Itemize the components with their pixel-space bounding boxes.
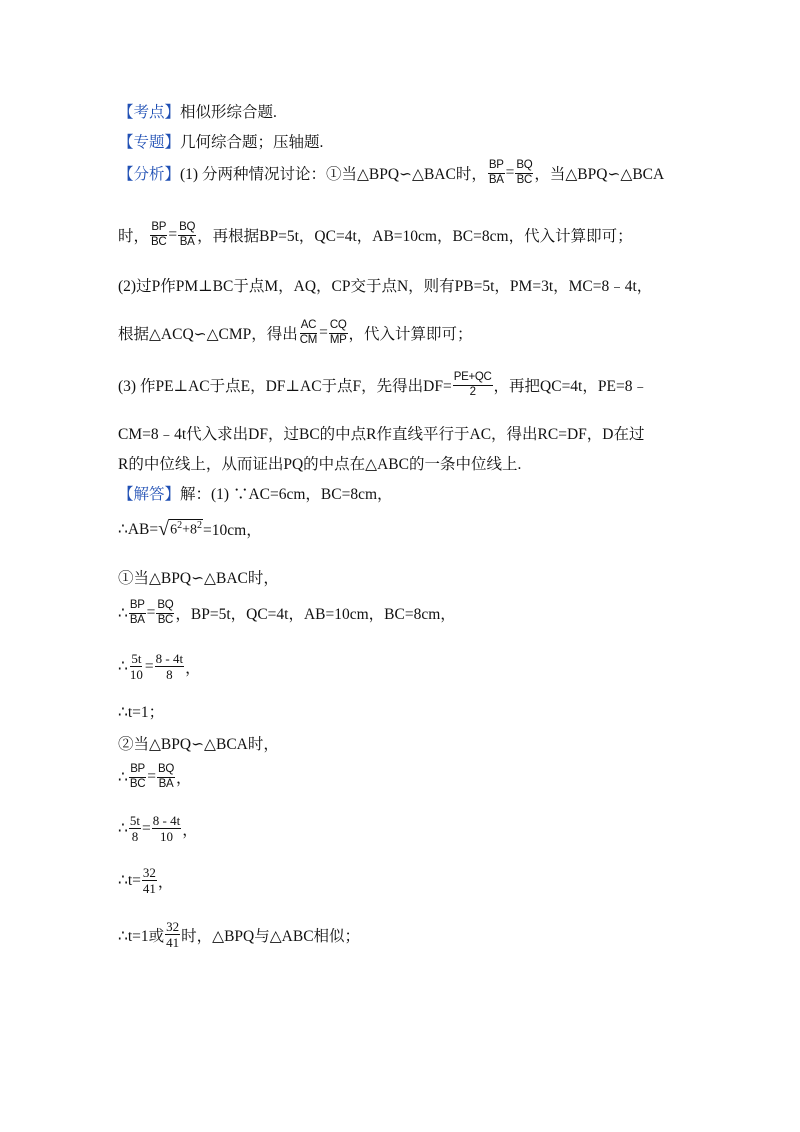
line-fenxi-2: 时， $\frac{BP}{BC}$ = $\frac{BQ}{BA}$ ，再根据BP=5t，QC=4t，AB=10cm，BC=8cm，代入计算即可； — [118, 221, 633, 248]
text: ∴ — [118, 768, 128, 786]
text: ， — [157, 873, 174, 891]
text: 解：(1) ∵AC=6cm，BC=8cm， — [180, 486, 393, 503]
tag-zhuanti: 【专题】 — [118, 134, 181, 151]
fraction: $\frac{BQ}{BA}$ — [158, 763, 175, 790]
text: ， — [182, 821, 198, 839]
text: ，当△BPQ∽△BCA — [534, 166, 665, 183]
tag-jieda: 【解答】 — [118, 486, 181, 503]
fraction: $\frac{BP}{BA}$ — [488, 159, 504, 186]
line-case2-eq: ∴ $\frac{5t}{8}$ = $\frac{8 - 4t}{10}$ ， — [118, 813, 198, 844]
line-jieda — [118, 482, 393, 504]
text: ∴t= — [118, 872, 141, 889]
fraction: $\frac{AC}{CM}$ — [299, 319, 318, 346]
fraction: $\frac{5t}{8}$ — [129, 813, 140, 844]
sqrt-expression: √ $6^2+8^2$ — [158, 518, 203, 540]
line-fenxi-5 — [118, 372, 648, 398]
text: (3) 作PE⊥AC于点E，DF⊥AC于点F，先得出DF= — [118, 378, 452, 395]
text: 时， — [118, 228, 150, 245]
text: ∴ — [118, 658, 128, 675]
fraction: $\frac{BP}{BA}$ — [129, 599, 145, 626]
text: ，再把QC=4t，PE=8﹣ — [493, 378, 648, 395]
line-case2 — [118, 732, 279, 754]
fraction: $\frac{8 - 4t}{10}$ — [152, 813, 181, 844]
fraction: $\frac{5t}{10}$ — [129, 651, 143, 682]
line-fenxi-1: 【分析】 (1) 分两种情况讨论：①当△BPQ∽△BAC时， $\frac{BP}{BA}$ = $\frac{BQ}{BC}$ ，当△BPQ∽△BCA — [118, 159, 665, 186]
text: ∴AB= — [118, 520, 159, 538]
text-kaodian: 相似形综合题. — [180, 104, 277, 121]
text: ∴t=1； — [118, 704, 165, 721]
text-zhuanti: 几何综合题；压轴题. — [180, 134, 324, 151]
text: ①当△BPQ∽△BAC时， — [118, 570, 279, 587]
text: ∴t=1或 — [118, 927, 165, 945]
text: ②当△BPQ∽△BCA时， — [118, 736, 279, 753]
fraction: $\frac{CQ}{MP}$ — [329, 319, 347, 346]
line-case1-result — [118, 700, 164, 722]
line-fenxi-6 — [118, 422, 644, 444]
text: CM=8﹣4t代入求出DF，过BC的中点R作直线平行于AC，得出RC=DF，D在过 — [118, 426, 645, 443]
tag-kaodian: 【考点】 — [118, 104, 181, 121]
line-zhuanti — [118, 130, 323, 152]
text: (2)过P作PM⊥BC于点M，AQ，CP交于点N，则有PB=5t，PM=3t，MC=8﹣4t， — [118, 278, 653, 295]
text: ， — [176, 770, 192, 787]
line-fenxi-4: 根据△ACQ∽△CMP，得出 $\frac{AC}{CM}$ = $\frac{CQ}{MP}$ ，代入计算即可； — [118, 319, 473, 346]
text: R的中位线上，从而证出PQ的中点在△ABC的一条中位线上. — [118, 456, 522, 473]
text: ，代入计算即可； — [348, 326, 473, 343]
line-conclusion — [118, 920, 360, 949]
line-case2-ratio: ∴ $\frac{BP}{BC}$ = $\frac{BQ}{BA}$ ， — [118, 763, 192, 790]
fraction: $\frac{8 - 4t}{8}$ — [155, 651, 184, 682]
text: ∴ — [118, 604, 128, 622]
fraction: $\frac{BQ}{BC}$ — [516, 159, 533, 186]
text: ∴ — [118, 820, 128, 837]
text: ，再根据BP=5t，QC=4t，AB=10cm，BC=8cm，代入计算即可； — [197, 228, 633, 245]
text: 时，△BPQ与△ABC相似； — [181, 927, 361, 945]
text: =10cm， — [203, 522, 262, 539]
line-kaodian — [118, 100, 277, 122]
line-case1 — [118, 566, 279, 588]
line-fenxi-7 — [118, 452, 521, 474]
fraction: $\frac{BQ}{BC}$ — [157, 599, 174, 626]
fraction: $\frac{32}{41}$ — [166, 919, 180, 950]
fraction: $\frac{PE+QC}{2}$ — [453, 371, 492, 398]
fraction: $\frac{BQ}{BA}$ — [179, 221, 196, 248]
line-case1-ratio: ∴ $\frac{BP}{BA}$ = $\frac{BQ}{BC}$ ，BP=5t，QC=4t，AB=10cm，BC=8cm， — [118, 599, 456, 626]
text: 根据△ACQ∽△CMP，得出 — [118, 326, 298, 343]
fraction: $\frac{BP}{BC}$ — [151, 221, 167, 248]
line-case2-result — [118, 866, 173, 895]
radical-sign: √ — [158, 518, 170, 540]
line-fenxi-3 — [118, 274, 652, 296]
fraction: $\frac{BP}{BC}$ — [129, 763, 146, 790]
line-case1-eq: ∴ $\frac{5t}{10}$ = $\frac{8 - 4t}{8}$ ， — [118, 651, 201, 682]
text: ，BP=5t，QC=4t，AB=10cm，BC=8cm， — [175, 606, 456, 623]
fraction: $\frac{32}{41}$ — [142, 865, 156, 896]
text: (1) 分两种情况讨论：①当△BPQ∽△BAC时， — [180, 166, 487, 183]
line-ab — [118, 518, 262, 540]
text: ， — [185, 659, 201, 677]
tag-fenxi: 【分析】 — [118, 166, 181, 183]
